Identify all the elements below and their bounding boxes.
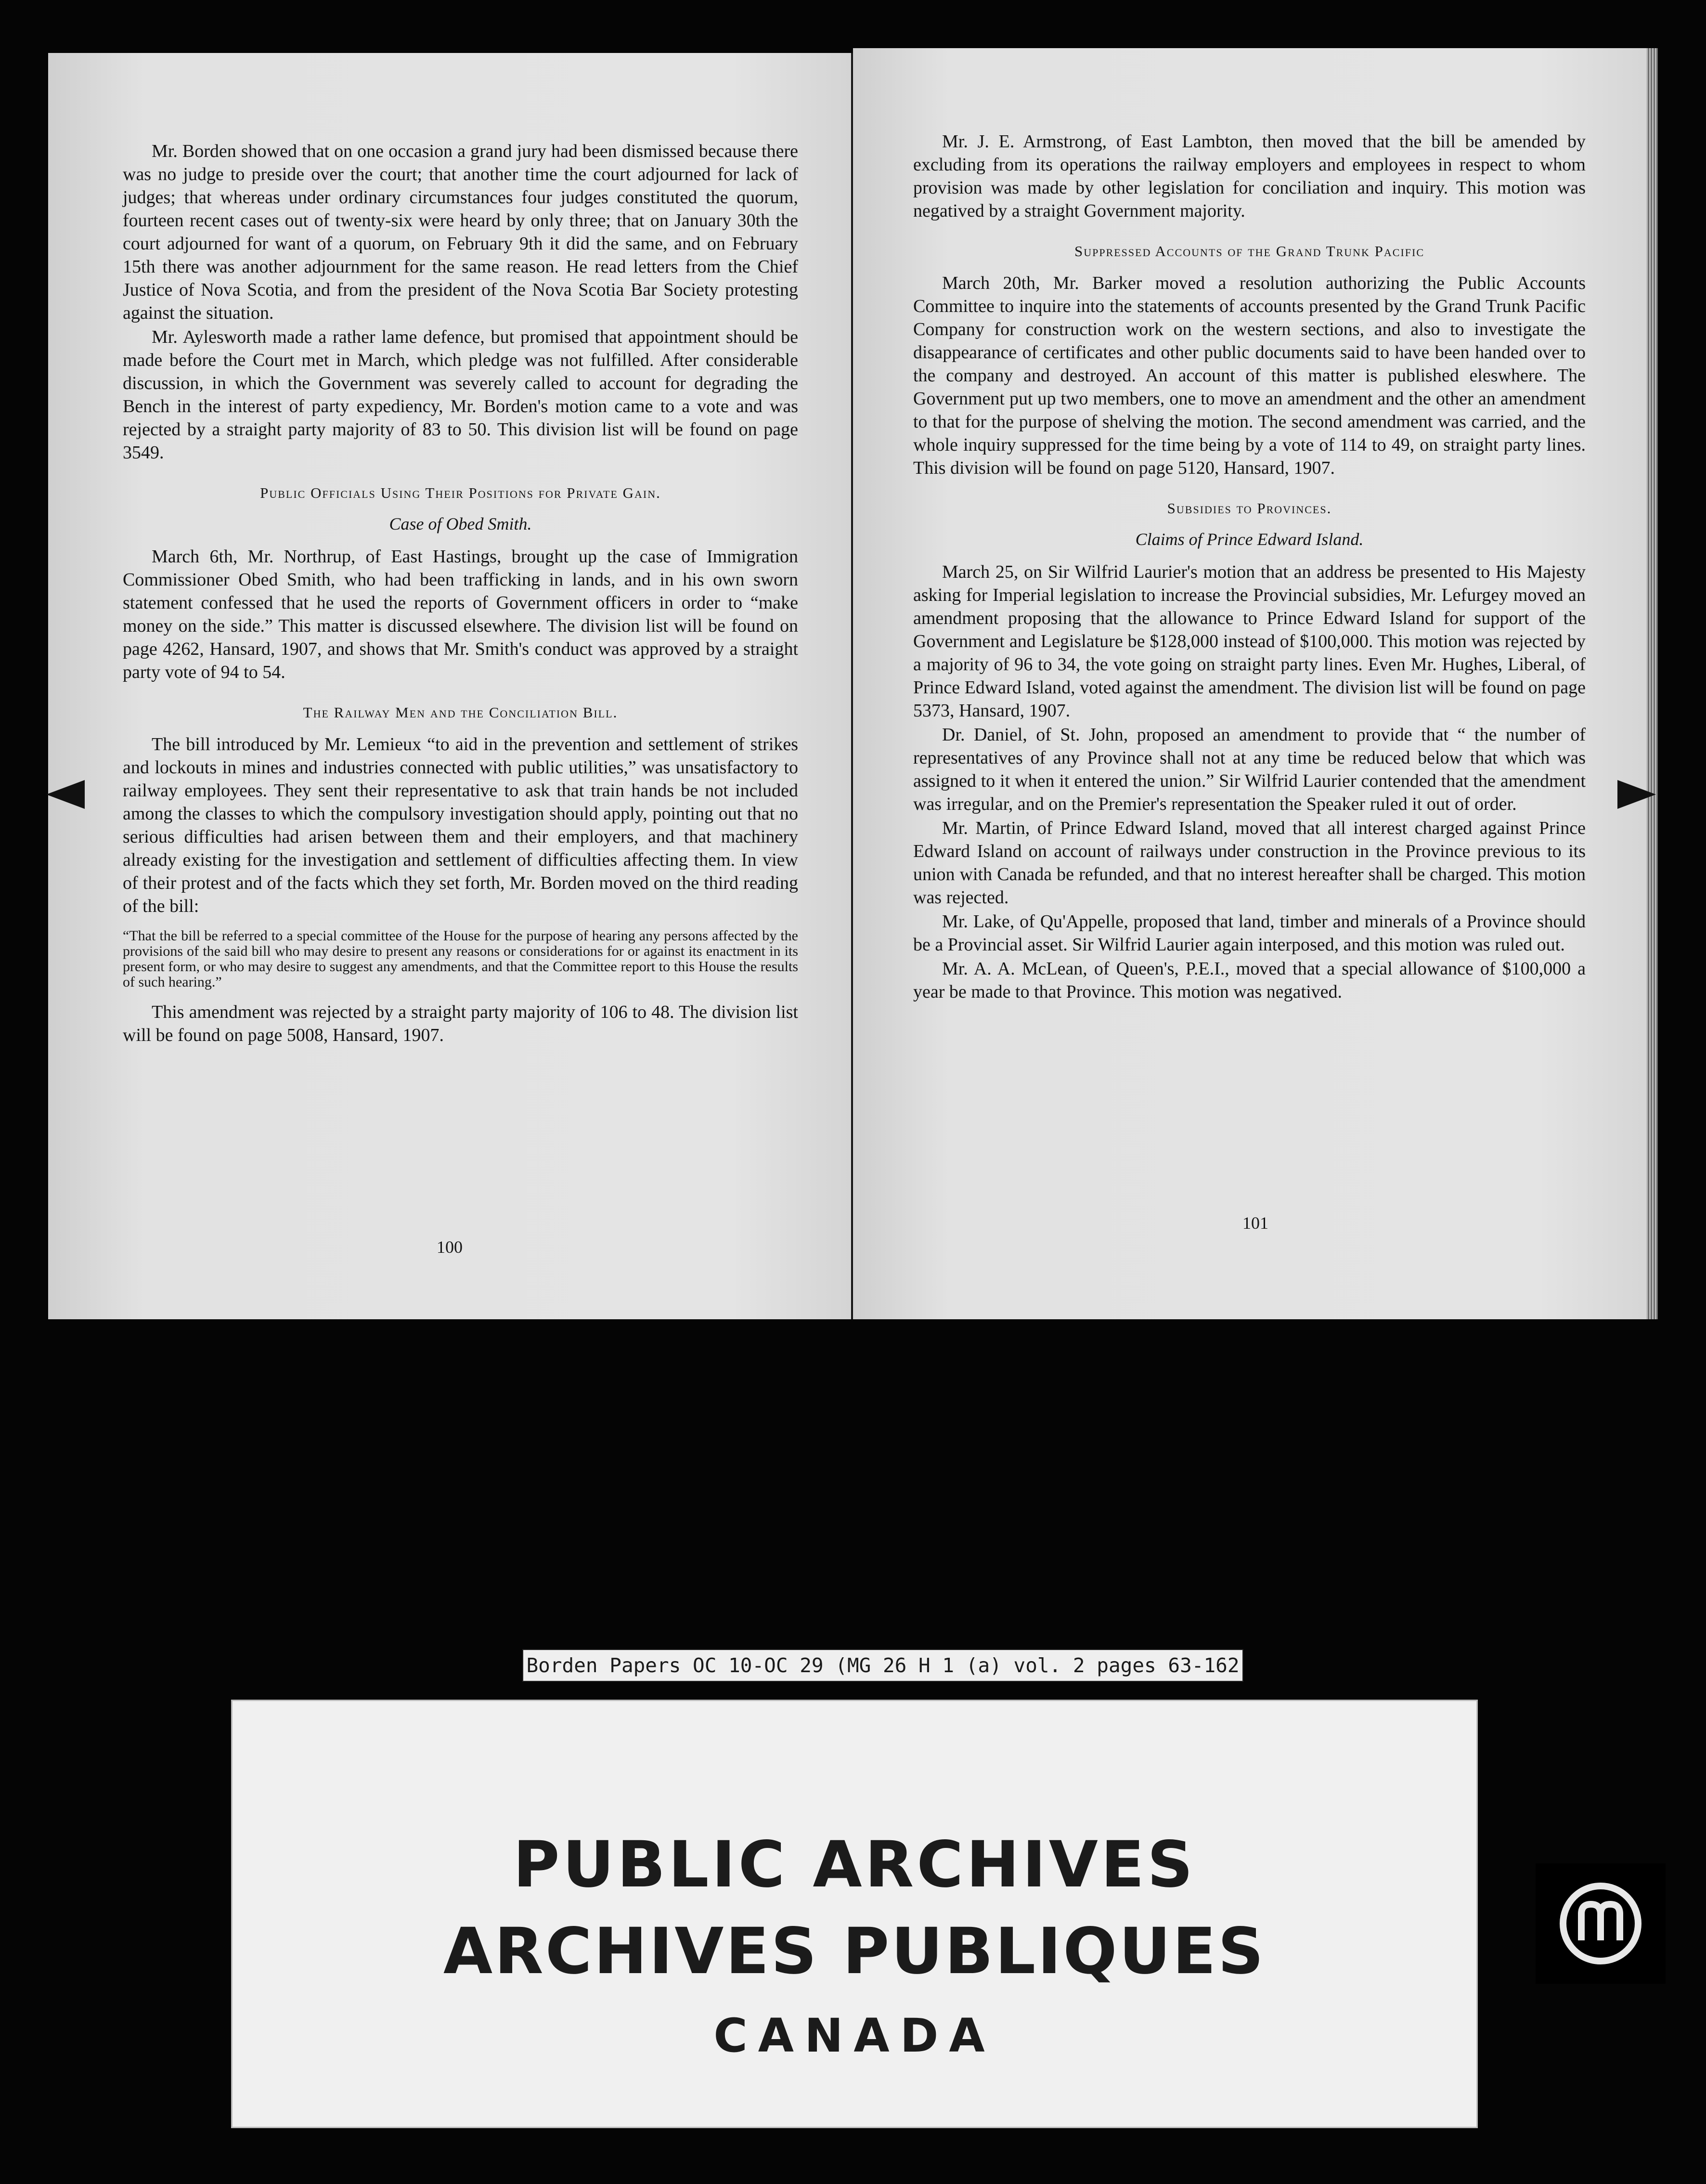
paragraph-mclean: Mr. A. A. McLean, of Queen's, P.E.I., moved that a special allowance of $100,000 a year be made to that Province. This motion was negatived.: [913, 959, 1586, 1002]
paragraph-grand-trunk: March 20th, Mr. Barker moved a resolution authorizing the Public Accounts Committee to inquire into the statements of accounts presented by the Grand Trunk Pacific Company for construction work on the western sections, and also to investigate the disappearance of certificates and other public documents said to have been handed over to the company and destroyed. An account of this matter is published eleswhere. The Government put up two members, one to move an amendment and the other an amendment to that for the purpose of shelving the motion. The second amendment was carried, and the whole inquiry suppressed for the time being by a vote of 114 to 49, on straight party lines. This division will be found on page 5120, Hansard, 1907.: [913, 273, 1586, 478]
microfilm-reference-label: Borden Papers OC 10-OC 29 (MG 26 H 1 (a) vol. 2 pages 63-162: [522, 1649, 1243, 1682]
section-subheading-pei: Claims of Prince Edward Island.: [1135, 530, 1364, 549]
archive-title-english: PUBLIC ARCHIVES: [513, 1828, 1196, 1902]
paragraph-lefurgey: March 25, on Sir Wilfrid Laurier's motion that an address be presented to His Majesty asking for Imperial legislation to increase the Provincial subsidies, Mr. Lefurgey moved an amendment proposing that the allowance to Prince Edward Island for support of the Government and Legislature be $128,000 instead of $100,000. This motion was rejected by a majority of 96 to 34, the vote going on straight party lines. Even Mr. Hughes, Liberal, of Prince Edward Island, voted against the amendment. The division list will be found on page 5373, Hansard, 1907.: [913, 562, 1586, 721]
page-number-left: 100: [437, 1237, 463, 1257]
paragraph-obed-smith: March 6th, Mr. Northrup, of East Hastings, brought up the case of Immigration Commissioner Obed Smith, who had been trafficking in lands, and in his own sworn statement confessed that he used the reports of Government officers in order to “make money on the side.” This matter is discussed elsewhere. The division list will be found on page 4262, Hansard, 1907, and shows that Mr. Smith's conduct was approved by a straight party vote of 94 to 54.: [123, 546, 798, 682]
paragraph-amendment-rejected: This amendment was rejected by a straight party majority of 106 to 48. The division list will be found on page 5008, Hansard, 1907.: [123, 1002, 798, 1045]
paragraph-daniel: Dr. Daniel, of St. John, proposed an amendment to provide that “ the number of representatives of any Province shall not at any time be reduced below that which was assigned to it when it entered the union.” Sir Wilfrid Laurier contended that the amendment was irregular, and on the Premier's representation the Speaker ruled it out of order.: [913, 725, 1586, 814]
quoted-motion: “That the bill be referred to a special committee of the House for the purpose of hearing any persons affected by the provisions of the said bill who may desire to present any reasons or considerations for or against its enactment in its present form, or who may desire to suggest any amendments, and that the Committee report to this House the results of such hearing.”: [123, 928, 798, 990]
left-page: [48, 53, 851, 1319]
paragraph-armstrong: Mr. J. E. Armstrong, of East Lambton, then moved that the bill be amended by excluding from its operations the railway employers and employees in respect to whom provision was made by other legislation for conciliation and inquiry. This motion was negatived by a straight Government majority.: [913, 131, 1586, 221]
paragraph-borden-court: Mr. Borden showed that on one occasion a grand jury had been dismissed because there was no judge to preside over the court; that another time the court adjourned for lack of judges; that whereas under ordinary circumstances four judges constituted the quorum, fourteen recent cases out of twenty-six were heard by only three; that on January 30th the court adjourned for want of a quorum, on February 9th it did the same, and on February 15th there was another adjournment for the same reason. He read letters from the Chief Justice of Nova Scotia, and from the president of the Nova Scotia Bar Society protesting against the situation.: [123, 141, 798, 323]
page-edges: [1646, 48, 1658, 1319]
public-archives-card: [231, 1700, 1478, 2128]
section-heading-public-officials: Public Officials Using Their Positions for Private Gain.: [260, 484, 661, 501]
section-heading-grand-trunk: Suppressed Accounts of the Grand Trunk Pacific: [1074, 243, 1425, 260]
paragraph-martin: Mr. Martin, of Prince Edward Island, moved that all interest charged against Prince Edward Island on account of railways under construction in the Province previous to its union with Canada be refunded, and that no interest hereafter shall be charged. This motion was rejected.: [913, 818, 1586, 908]
paragraph-lake: Mr. Lake, of Qu'Appelle, proposed that land, timber and minerals of a Province should be a Provincial asset. Sir Wilfrid Laurier again interposed, and this motion was ruled out.: [913, 911, 1586, 955]
binder-clip-right-icon: [1613, 778, 1656, 811]
page-number-right: 101: [1242, 1213, 1268, 1233]
section-heading-railway-men: The Railway Men and the Conciliation Bill.: [303, 704, 618, 721]
binder-clip-left-icon: [46, 778, 90, 811]
archive-country: CANADA: [713, 2009, 995, 2063]
archives-seal-icon: [1536, 1863, 1666, 1984]
paragraph-railway-bill: The bill introduced by Mr. Lemieux “to aid in the prevention and settlement of strikes and lockouts in mines and industries connected with public utilities,” was unsatisfactory to railway employees. They sent their representative to ask that train hands be not included among the classes to which the compulsory investigation should apply, pointing out that no serious difficulties had arisen between them and their employers, and that machinery already existing for the investigation and settlement of difficulties affecting them. In view of their protest and of the facts which they set forth, Mr. Borden moved on the third reading of the bill:: [123, 734, 798, 916]
archive-title-french: ARCHIVES PUBLIQUES: [443, 1914, 1266, 1989]
section-subheading-obed-smith: Case of Obed Smith.: [389, 514, 532, 533]
right-page: [853, 48, 1658, 1319]
section-heading-subsidies: Subsidies to Provinces.: [1167, 500, 1332, 517]
paragraph-aylesworth: Mr. Aylesworth made a rather lame defence, but promised that appointment should be made before the Court met in March, which pledge was not fulfilled. After considerable discussion, in which the Government was severely called to account for degrading the Bench in the interest of party expediency, Mr. Borden's motion came to a vote and was rejected by a straight party majority of 83 to 50. This division list will be found on page 3549.: [123, 327, 798, 463]
